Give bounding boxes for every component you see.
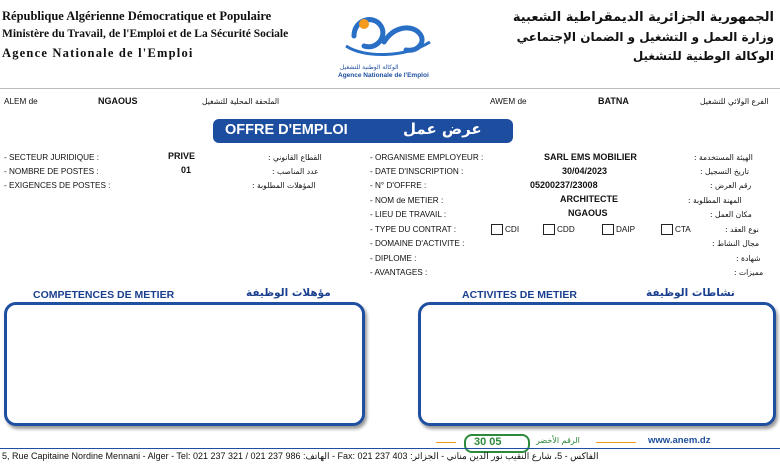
competences-box[interactable] xyxy=(4,302,365,426)
checkbox-cdd[interactable] xyxy=(543,224,555,235)
logo-mark-icon xyxy=(334,6,444,64)
field-postes-ar: عدد المناصب : xyxy=(272,167,319,176)
awem-ar: الفرع الولائي للتشغيل xyxy=(700,97,769,106)
competences-title: COMPETENCES DE METIER xyxy=(33,289,175,301)
activites-box[interactable] xyxy=(418,302,776,426)
field-secteur-value: PRIVE xyxy=(168,151,196,161)
header-divider xyxy=(0,88,780,89)
title-fr: OFFRE D'EMPLOI xyxy=(225,122,348,138)
competences-title-ar: مؤهلات الوظيفة xyxy=(246,287,331,299)
field-lieu-value: NGAOUS xyxy=(568,208,608,218)
field-lieu-ar: مكان العمل : xyxy=(710,210,752,219)
footer-accent-right xyxy=(596,442,636,443)
anem-logo xyxy=(334,6,444,82)
awem-label: AWEM de xyxy=(490,97,527,106)
field-secteur-ar: القطاع القانوني : xyxy=(268,153,322,162)
header-fr-line1: République Algérienne Démocratique et Populaire xyxy=(2,9,272,23)
field-metier-value: ARCHITECTE xyxy=(560,194,618,204)
website-link[interactable]: www.anem.dz xyxy=(648,435,711,446)
field-diplome-ar: شهادة : xyxy=(736,254,761,263)
alem-label: ALEM de xyxy=(4,97,38,106)
field-avantages-ar: مميزات : xyxy=(734,268,764,277)
field-contrat-ar: نوع العقد : xyxy=(725,225,759,234)
field-date-label: - DATE D'INSCRIPTION : xyxy=(370,167,464,176)
header-fr-line3: Agence Nationale de l'Emploi xyxy=(2,46,194,60)
field-domaine-label: - DOMAINE D'ACTIVITE : xyxy=(370,239,465,248)
field-organisme-ar: الهيئة المستخدمة : xyxy=(694,153,753,162)
field-postes-value: 01 xyxy=(181,165,192,175)
header-fr-line2: Ministère du Travail, de l'Emploi et de La Sécurité Sociale xyxy=(2,28,289,40)
field-postes-label: - NOMBRE DE POSTES : xyxy=(4,167,99,176)
checkbox-cta[interactable] xyxy=(661,224,673,235)
field-offre-label: - N° D'OFFRE : xyxy=(370,181,427,190)
checkbox-cdi[interactable] xyxy=(491,224,503,235)
logo-fr-caption: Agence Nationale de l'Emploi xyxy=(338,72,429,79)
title-bar xyxy=(213,119,513,143)
footer-accent-left xyxy=(436,442,456,443)
activites-title: ACTIVITES DE METIER xyxy=(462,289,577,301)
activites-title-ar: نشاطات الوظيفة xyxy=(646,287,735,299)
footer-divider xyxy=(0,448,780,449)
checkbox-cdd-label: CDD xyxy=(557,225,575,234)
checkbox-daip-label: DAIP xyxy=(616,225,636,234)
field-date-value: 30/04/2023 xyxy=(562,166,608,176)
footer-address: 5, Rue Capitaine Nordine Mennani - Alger - Tel: 021 237 321 / 021 237 986 :الهاتف - Fax: 021 237 403 :الفاكس - 5، شارع النقيب نور الدين مناني - الجزائر xyxy=(2,451,599,461)
header-ar-line3: الوكالة الوطنية للتشغيل xyxy=(632,49,774,63)
field-avantages-label: - AVANTAGES : xyxy=(370,268,428,277)
field-exigences-ar: المؤهلات المطلوبة : xyxy=(252,181,316,190)
hotline-number: 30 05 xyxy=(474,436,502,448)
alem-ar: الملحقة المحلية للتشغيل xyxy=(202,97,280,106)
alem-value: NGAOUS xyxy=(98,96,138,106)
field-offre-ar: رقم العرض : xyxy=(710,181,752,190)
field-metier-label: - NOM de METIER : xyxy=(370,196,444,205)
field-date-ar: تاريخ التسجيل : xyxy=(700,167,749,176)
field-offre-value: 05200237/23008 xyxy=(530,180,598,190)
field-exigences-label: - EXIGENCES DE POSTES : xyxy=(4,181,111,190)
header-ar-line1: الجمهورية الجزائرية الديمقراطية الشعبية xyxy=(512,10,774,25)
header-ar-line2: وزارة العمل و التشغيل و الضمان الإجتماعي xyxy=(516,30,774,44)
field-organisme-label: - ORGANISME EMPLOYEUR : xyxy=(370,153,484,162)
logo-ar-caption: الوكالة الوطنية للتشغيل xyxy=(340,64,399,71)
hotline-ar: الرقم الأخضر xyxy=(536,436,580,445)
checkbox-cta-label: CTA xyxy=(675,225,691,234)
field-lieu-label: - LIEU DE TRAVAIL : xyxy=(370,210,447,219)
awem-value: BATNA xyxy=(598,96,629,106)
field-contrat-label: - TYPE DU CONTRAT : xyxy=(370,225,456,234)
field-secteur-label: - SECTEUR JURIDIQUE : xyxy=(4,153,100,162)
field-organisme-value: SARL EMS MOBILIER xyxy=(544,152,637,162)
field-diplome-label: - DIPLOME : xyxy=(370,254,417,263)
field-metier-ar: المهنة المطلوبة : xyxy=(688,196,742,205)
field-domaine-ar: مجال النشاط : xyxy=(712,239,760,248)
title-ar: عرض عمل xyxy=(403,120,482,138)
checkbox-daip[interactable] xyxy=(602,224,614,235)
checkbox-cdi-label: CDI xyxy=(505,225,520,234)
